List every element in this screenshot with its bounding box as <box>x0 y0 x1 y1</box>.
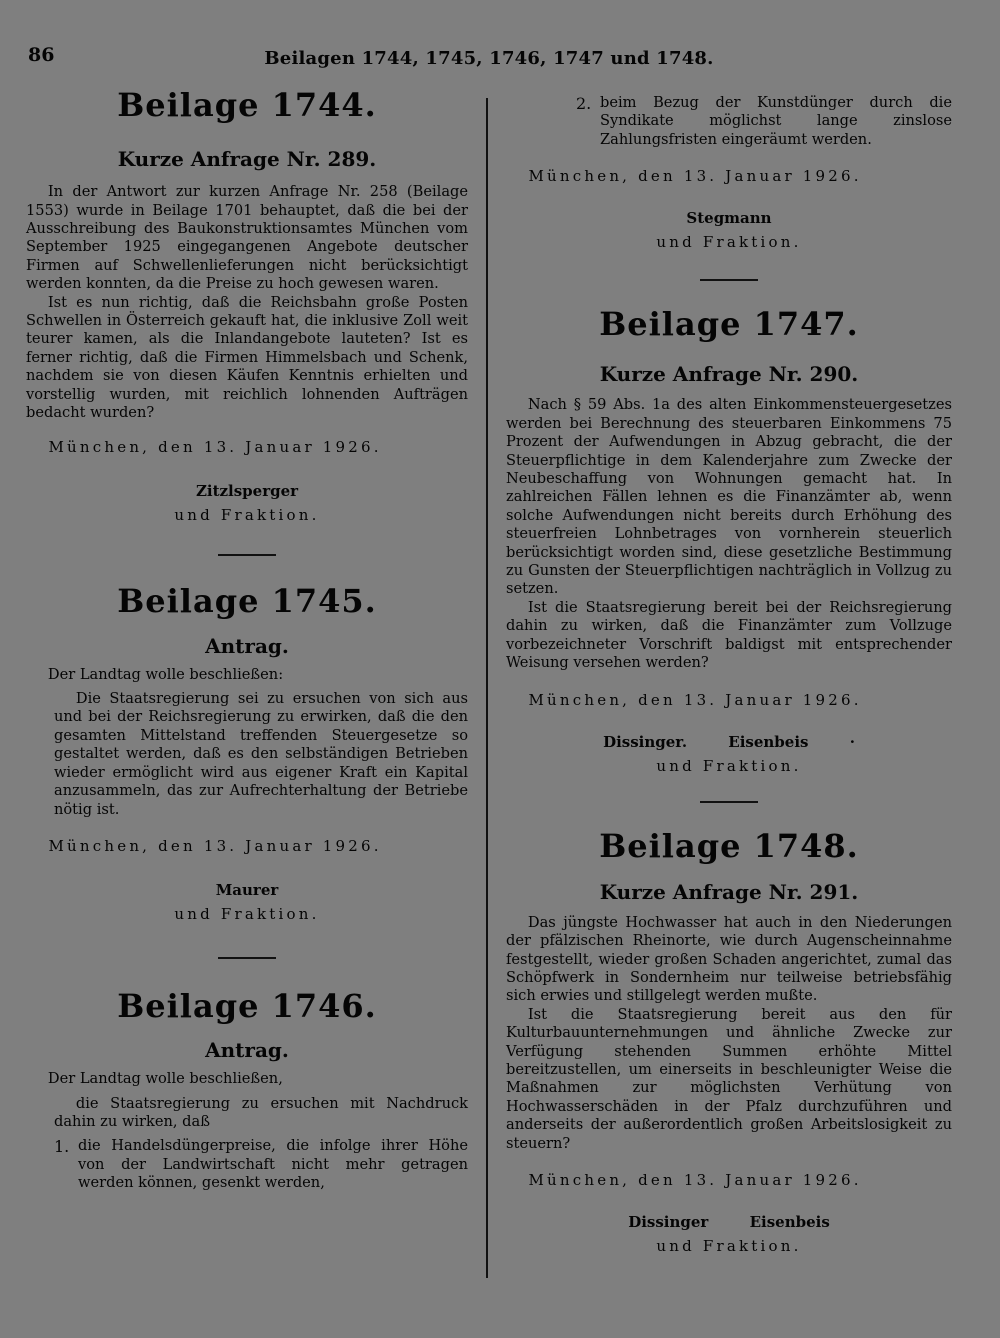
beilage-1744-subtitle: Kurze Anfrage Nr. 289. <box>117 147 377 172</box>
beilage-1747-paragraph-1: Nach § 59 Abs. 1a des alten Einkommensteuergesetzes werden bei Berechnung des steuerbaren Einkommens 75 Prozent der Aufwendungen in Abzug gebracht, die der Steuerpflichtige in dem Kalenderjahre zum Zwecke der Neubeschaffung von Wohnungen gemacht hat. In zahlreichen Fällen lehnen es die Finanzämter ab, wenn solche Aufwendungen nicht bereits durch Erhöhung des steuerfreien Lohnbetrages von vornherein steuerlich berücksichtigt worden sind, diese gesetzliche Bestimmung zu Gunsten der Steuerpflichtigen nachträglich in Vollzug zu setzen. <box>506 396 952 598</box>
beilage-1746-item-1 <box>54 1137 468 1192</box>
beilage-1746-signer: Stegmann <box>686 209 772 228</box>
beilage-1747-fraktion: und Fraktion. <box>656 756 802 775</box>
beilage-1744-title: Beilage 1744. <box>117 86 377 124</box>
beilage-1746-fraktion: und Fraktion. <box>656 233 802 252</box>
beilage-1748-subtitle: Kurze Anfrage Nr. 291. <box>599 879 859 904</box>
running-title: Beilagen 1744, 1745, 1746, 1747 und 1748. <box>264 48 714 69</box>
beilage-1746-item-2 <box>576 94 952 149</box>
beilage-1745-intro: Der Landtag wolle beschließen: <box>47 665 284 683</box>
beilage-1745-date: München, den 13. Januar 1926. <box>48 836 382 855</box>
beilage-1745-signer: Maurer <box>215 880 279 899</box>
beilage-1748-signers <box>506 1213 952 1231</box>
beilage-1747-title: Beilage 1747. <box>599 305 859 344</box>
beilage-1745 <box>26 584 468 958</box>
beilage-1747-date: München, den 13. Januar 1926. <box>528 690 862 709</box>
beilage-1748-paragraph-2: Ist die Staatsregierung bereit aus den für Kulturbauunternehmungen und ähnliche Zwecke zur Verfügung stehenden Summen erhöhte Mittel bereitzustellen, um einerseits in beschleunigter Weise die Maßnahmen zur möglichsten Verhütung von Hochwasserschäden in der Pfalz durchzuführen und anderseits der außerordentlich großen Arbeitslosigkeit zu steuern? <box>506 1005 952 1152</box>
beilage-1746-title: Beilage 1746. <box>117 986 377 1025</box>
beilage-1747-signer-2: Eisenbeis · <box>728 732 855 751</box>
beilage-1745-fraktion: und Fraktion. <box>174 904 320 923</box>
separator-rule <box>700 801 758 803</box>
beilage-1744-fraktion: und Fraktion. <box>174 506 320 525</box>
beilage-1748-signer-2: Eisenbeis <box>749 1212 830 1231</box>
separator-rule <box>700 279 758 281</box>
beilage-1746-body: die Staatsregierung zu ersuchen mit Nachdruck dahin zu wirken, daß <box>54 1094 468 1130</box>
beilage-1744-paragraph-2: Ist es nun richtig, daß die Reichsbahn große Posten Schwellen in Österreich gekauft hat, die inklusive Zoll weit teurer kamen, als die Inlandangebote lauteten? Ist es ferner richtig, daß die Firmen Himmelsbach und Schenk, nachdem sie von diesen Käufen Kenntnis erhielten und vorstellig wurden, mit reichlich lohnenden Aufträgen bedacht wurden? <box>26 293 468 422</box>
beilage-1748 <box>506 826 952 1255</box>
page-number: 86 <box>28 44 55 66</box>
item-text: beim Bezug der Kunstdünger durch die Syndikate möglichst lange zinslose Zahlungsfristen eingeräumt werden. <box>600 94 952 148</box>
beilage-1747 <box>506 307 952 802</box>
item-number: 2. <box>576 94 592 113</box>
beilage-1746-intro: Der Landtag wolle beschließen, <box>47 1070 283 1088</box>
beilage-1748-title: Beilage 1748. <box>599 826 859 865</box>
beilage-1747-subtitle: Kurze Anfrage Nr. 290. <box>599 362 859 387</box>
beilage-1748-fraktion: und Fraktion. <box>656 1236 802 1255</box>
beilage-1744 <box>26 88 468 556</box>
beilage-1745-title: Beilage 1745. <box>117 582 377 621</box>
beilage-1748-signer-1: Dissinger <box>628 1212 709 1231</box>
beilage-1745-subtitle: Antrag. <box>205 633 289 658</box>
separator-rule <box>218 957 276 959</box>
beilage-1746-continued <box>506 94 952 281</box>
item-text: die Handelsdüngerpreise, die infolge ihrer Höhe von der Landwirtschaft nicht mehr getragen werden können, gesenkt werden, <box>78 1137 468 1192</box>
beilage-1748-date: München, den 13. Januar 1926. <box>528 1170 862 1189</box>
left-column <box>26 88 468 1193</box>
beilage-1746 <box>26 986 468 1193</box>
right-column <box>506 88 952 1255</box>
separator-rule <box>218 554 276 556</box>
beilage-1744-date: München, den 13. Januar 1926. <box>48 438 382 457</box>
beilage-1748-paragraph-1: Das jüngste Hochwasser hat auch in den Niederungen der pfälzischen Rheinorte, wie durch Augenscheinnahme festgestellt, wieder großen Schaden angerichtet, zumal das Schöpfwerk in Sondernheim nur teilweise betriebsfähig sich erwies und stillgelegt werden mußte. <box>506 913 952 1005</box>
beilage-1744-paragraph-1: In der Antwort zur kurzen Anfrage Nr. 258 (Beilage 1553) wurde in Beilage 1701 behauptet, daß die bei der Ausschreibung des Baukonstruktionsamtes München vom September 1925 eingegangenen Angebote deutscher Firmen auf Schwellenlieferungen nicht berücksichtigt werden konnten, da die Preise zu hoch gewesen waren. <box>26 183 468 293</box>
beilage-1746-subtitle: Antrag. <box>205 1038 289 1063</box>
item-number: 1. <box>54 1137 70 1157</box>
beilage-1746-date: München, den 13. Januar 1926. <box>528 167 862 186</box>
beilage-1744-signer: Zitzlsperger <box>195 482 299 501</box>
beilage-1747-signer-1: Dissinger. <box>603 732 688 751</box>
beilage-1747-signers <box>506 733 952 751</box>
beilage-1745-body: Die Staatsregierung sei zu ersuchen von sich aus und bei der Reichsregierung zu erwirken, daß die den gesamten Mittelstand treffenden Steuergesetze so gestaltet werden, daß es den selbständigen Betrieben wieder ermöglicht wird aus eigener Kraft ein Kapital anzusammeln, das zur Aufrechterhaltung der Betriebe nötig ist. <box>54 690 468 818</box>
beilage-1747-paragraph-2: Ist die Staatsregierung bereit bei der Reichsregierung dahin zu wirken, daß die Finanzämter zum Vollzuge vorbezeichneter Vorschrift baldigst mit entsprechender Weisung versehen werden? <box>506 598 952 672</box>
column-divider <box>486 98 488 1278</box>
